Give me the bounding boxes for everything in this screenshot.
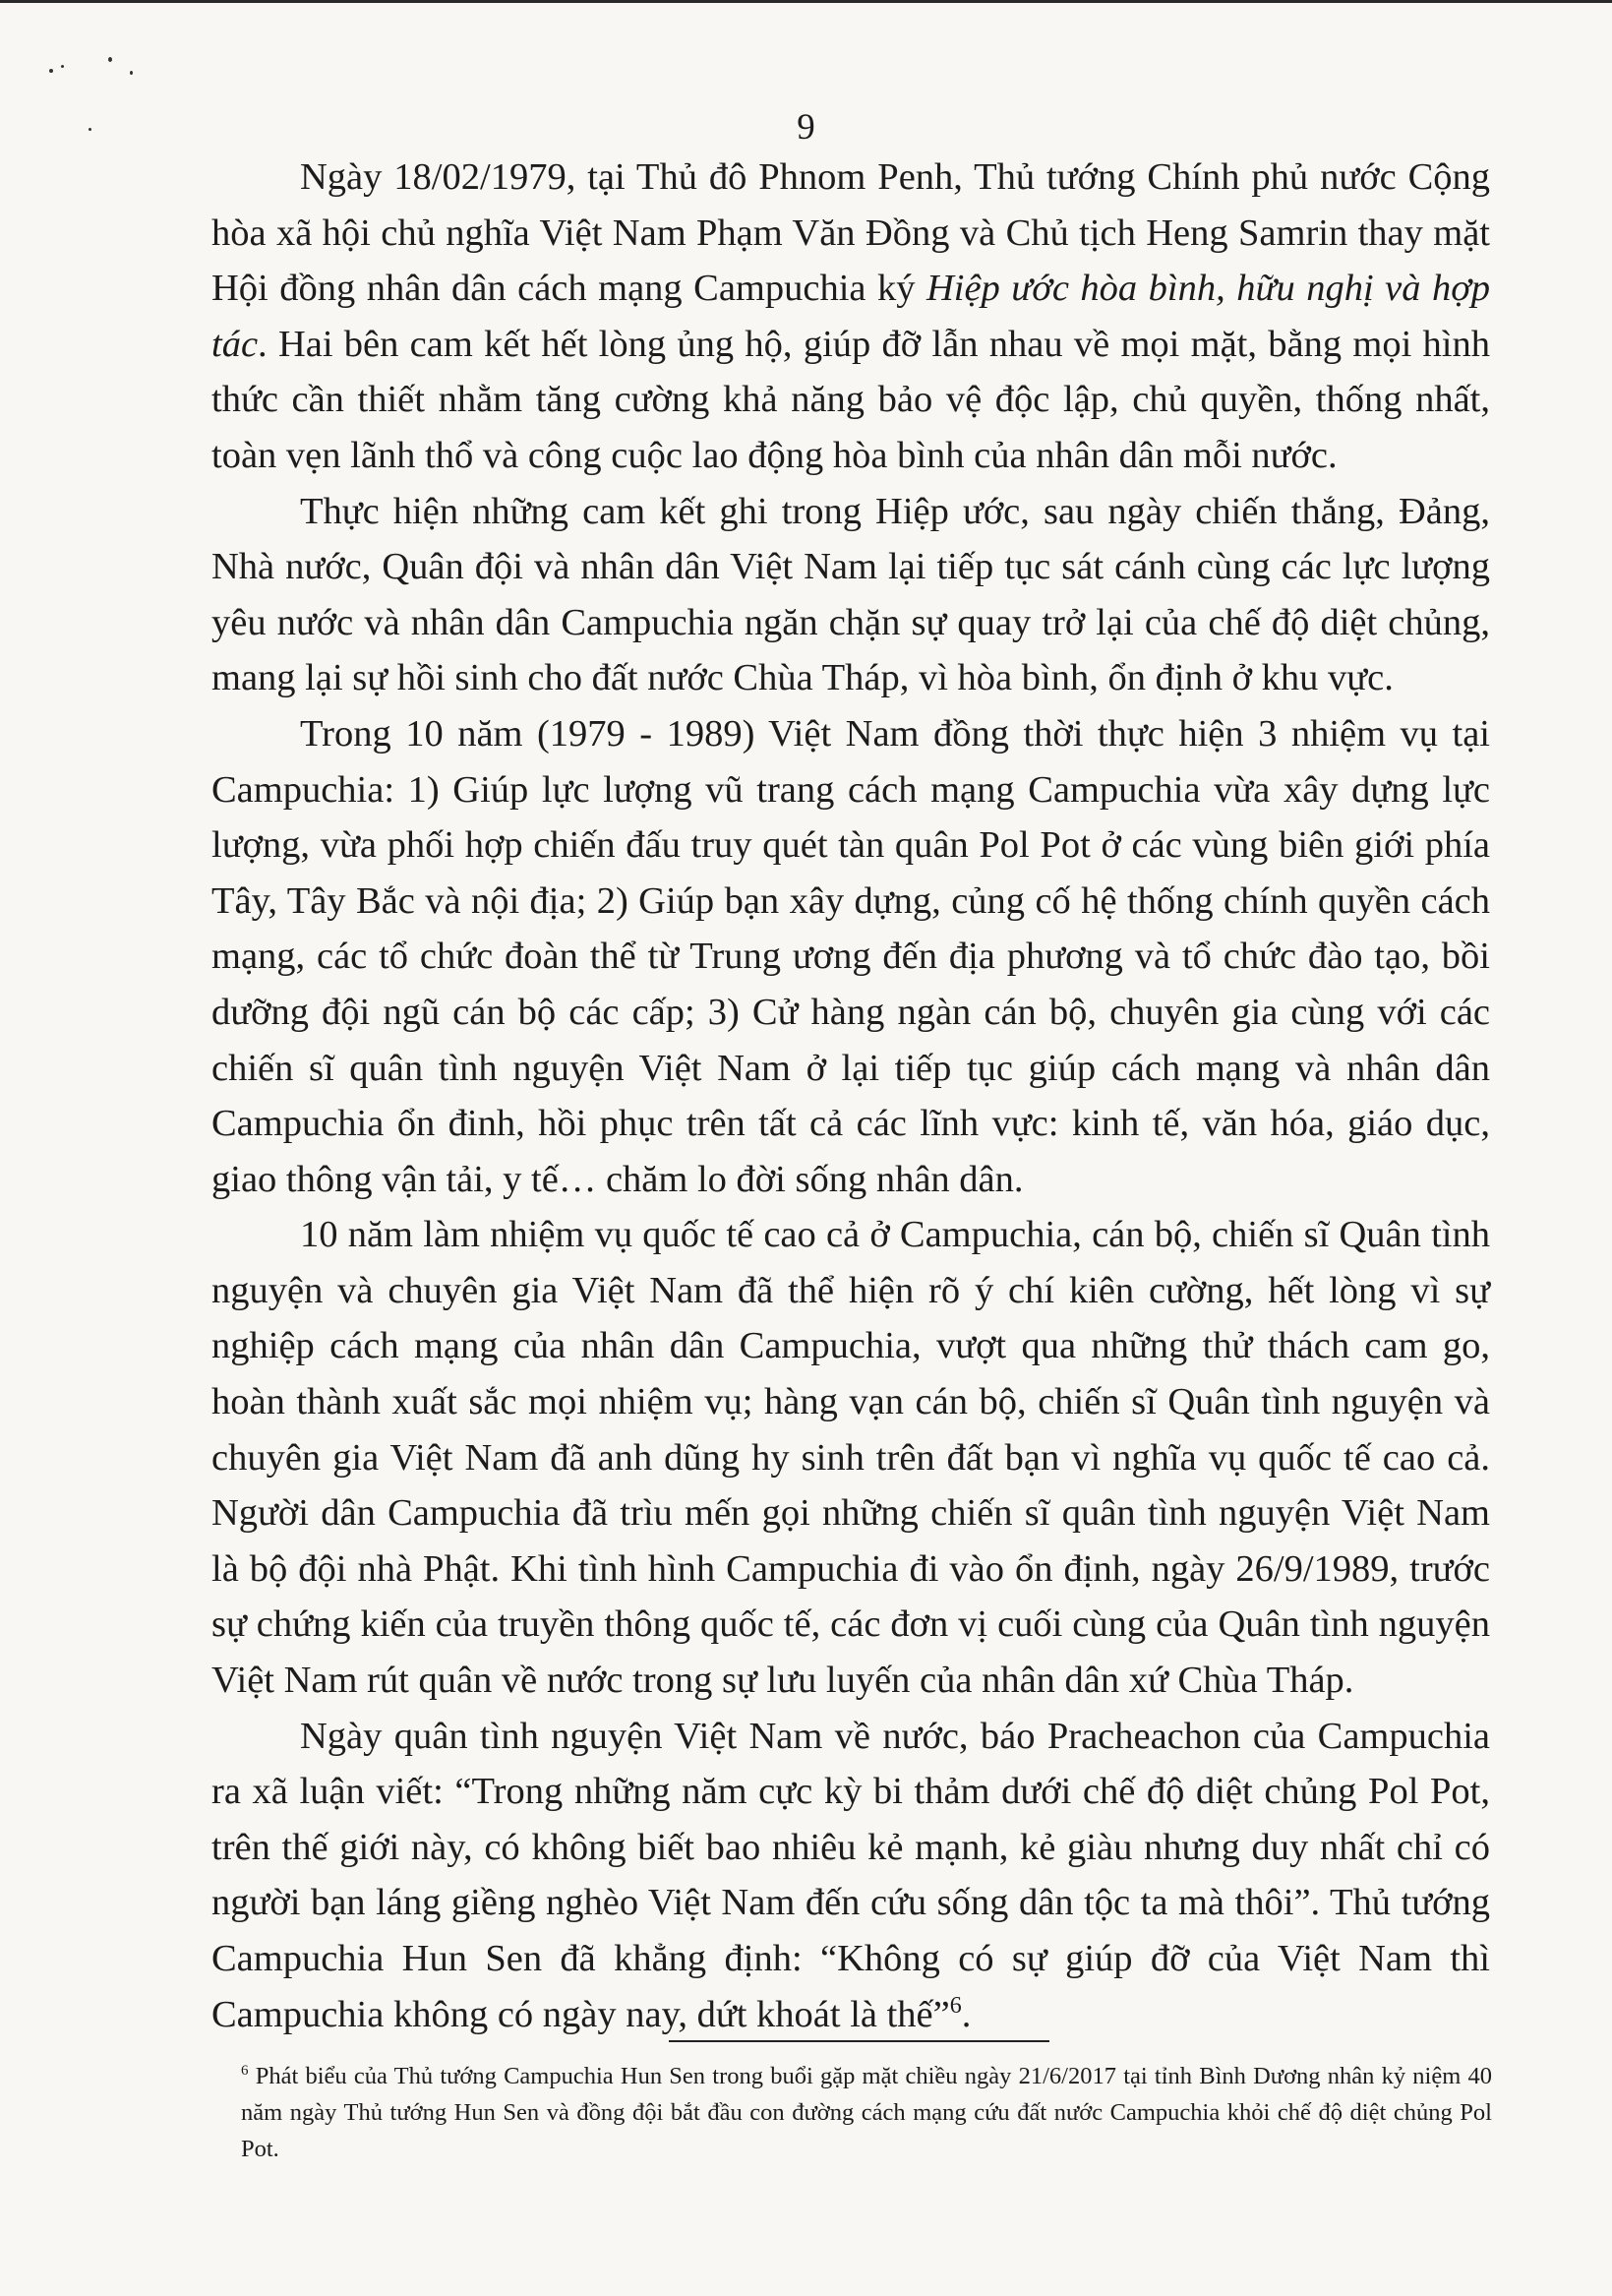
paragraph-text: . Hai bên cam kết hết lòng ủng hộ, giúp đỡ lẫn nhau về mọi mặt, bằng mọi hình thức cần thiết nhằm tăng cường khả năng bảo vệ độc lập, chủ quyền, thống nhất, toàn vẹn lãnh thổ và công cuộc lao động hòa bình của nhân dân mỗi nước. [211, 323, 1490, 476]
paragraph-end: . [961, 1993, 972, 2035]
scan-top-edge [0, 0, 1612, 3]
scan-speck [49, 69, 53, 73]
footnote [241, 2058, 1492, 2167]
footnote-separator [669, 2040, 1049, 2042]
footnote-text: Phát biểu của Thủ tướng Campuchia Hun Sen trong buổi gặp mặt chiều ngày 21/6/2017 tại tỉnh Bình Dương nhân kỷ niệm 40 năm ngày Thủ tướng Hun Sen và đồng đội bắt đầu con đường cách mạng cứu đất nước Campuchia khỏi chế độ diệt chủng Pol Pot. [241, 2063, 1492, 2162]
paragraph-three-tasks: Trong 10 năm (1979 - 1989) Việt Nam đồng thời thực hiện 3 nhiệm vụ tại Campuchia: 1) Giúp lực lượng vũ trang cách mạng Campuchia vừa xây dựng lực lượng, vừa phối hợp chiến đấu truy quét tàn quân Pol Pot ở các vùng biên giới phía Tây, Tây Bắc và nội địa; 2) Giúp bạn xây dựng, củng cố hệ thống chính quyền cách mạng, các tổ chức đoàn thể từ Trung ương đến địa phương và tổ chức đào tạo, bồi dưỡng đội ngũ cán bộ các cấp; 3) Cử hàng ngàn cán bộ, chuyên gia cùng với các chiến sĩ quân tình nguyện Việt Nam ở lại tiếp tục giúp cách mạng và nhân dân Campuchia ổn đinh, hồi phục trên tất cả các lĩnh vực: kinh tế, văn hóa, giáo dục, giao thông vận tải, y tế… chăm lo đời sống nhân dân. [211, 712, 1490, 1200]
paragraph-treaty [211, 150, 1490, 484]
paragraph-text: Ngày 18/02/1979, tại Thủ đô Phnom Penh, Thủ tướng Chính phủ nước Cộng hòa xã hội chủ nghĩa Việt Nam Phạm Văn Đồng và Chủ tịch Heng Samrin thay mặt Hội đồng nhân dân cách mạng Campuchia ký [211, 156, 1490, 310]
footnote-mark: 6 [241, 2062, 249, 2079]
treaty-title: Hiệp ước hòa bình, hữu nghị và hợp tác [211, 268, 1491, 365]
scan-speck [130, 71, 133, 75]
scan-speck [61, 65, 64, 68]
paragraph-text: Ngày quân tình nguyện Việt Nam về nước, báo Pracheachon của Campuchia ra xã luận viết: “Trong những năm cực kỳ bi thảm dưới chế độ diệt chủng Pol Pot, trên thế giới này, có không biết bao nhiêu kẻ mạnh, kẻ giàu nhưng duy nhất chỉ có người bạn láng giềng nghèo Việt Nam đến cứu sống dân tộc ta mà thôi”. Thủ tướng Campuchia Hun Sen đã khẳng định: “Không có sự giúp đỡ của Việt Nam thì Campuchia không có ngày nay, dứt khoát là thế” [211, 1715, 1490, 2035]
footnote-reference[interactable]: 6 [949, 1992, 962, 2019]
paragraph-commitments: Thực hiện những cam kết ghi trong Hiệp ước, sau ngày chiến thắng, Đảng, Nhà nước, Quân đội và nhân dân Việt Nam lại tiếp tục sát cánh cùng các lực lượng yêu nước và nhân dân Campuchia ngăn chặn sự quay trở lại của chế độ diệt chủng, mang lại sự hồi sinh cho đất nước Chùa Tháp, vì hòa bình, ổn định ở khu vực. [211, 490, 1490, 699]
scan-speck [108, 57, 112, 62]
paragraph-ten-years: 10 năm làm nhiệm vụ quốc tế cao cả ở Campuchia, cán bộ, chiến sĩ Quân tình nguyện và chuyên gia Việt Nam đã thể hiện rõ ý chí kiên cường, hết lòng vì sự nghiệp cách mạng của nhân dân Campuchia, vượt qua những thử thách cam go, hoàn thành xuất sắc mọi nhiệm vụ; hàng vạn cán bộ, chiến sĩ Quân tình nguyện và chuyên gia Việt Nam đã anh dũng hy sinh trên đất bạn vì nghĩa vụ quốc tế cao cả. Người dân Campuchia đã trìu mến gọi những chiến sĩ quân tình nguyện Việt Nam là bộ đội nhà Phật. Khi tình hình Campuchia đi vào ổn định, ngày 26/9/1989, trước sự chứng kiến của truyền thông quốc tế, các đơn vị cuối cùng của Quân tình nguyện Việt Nam rút quân về nước trong sự lưu luyến của nhân dân xứ Chùa Tháp. [211, 1214, 1490, 1702]
body-text [211, 150, 1490, 2042]
page-number: 9 [797, 107, 815, 148]
paragraph-pracheachon [211, 1709, 1490, 2043]
